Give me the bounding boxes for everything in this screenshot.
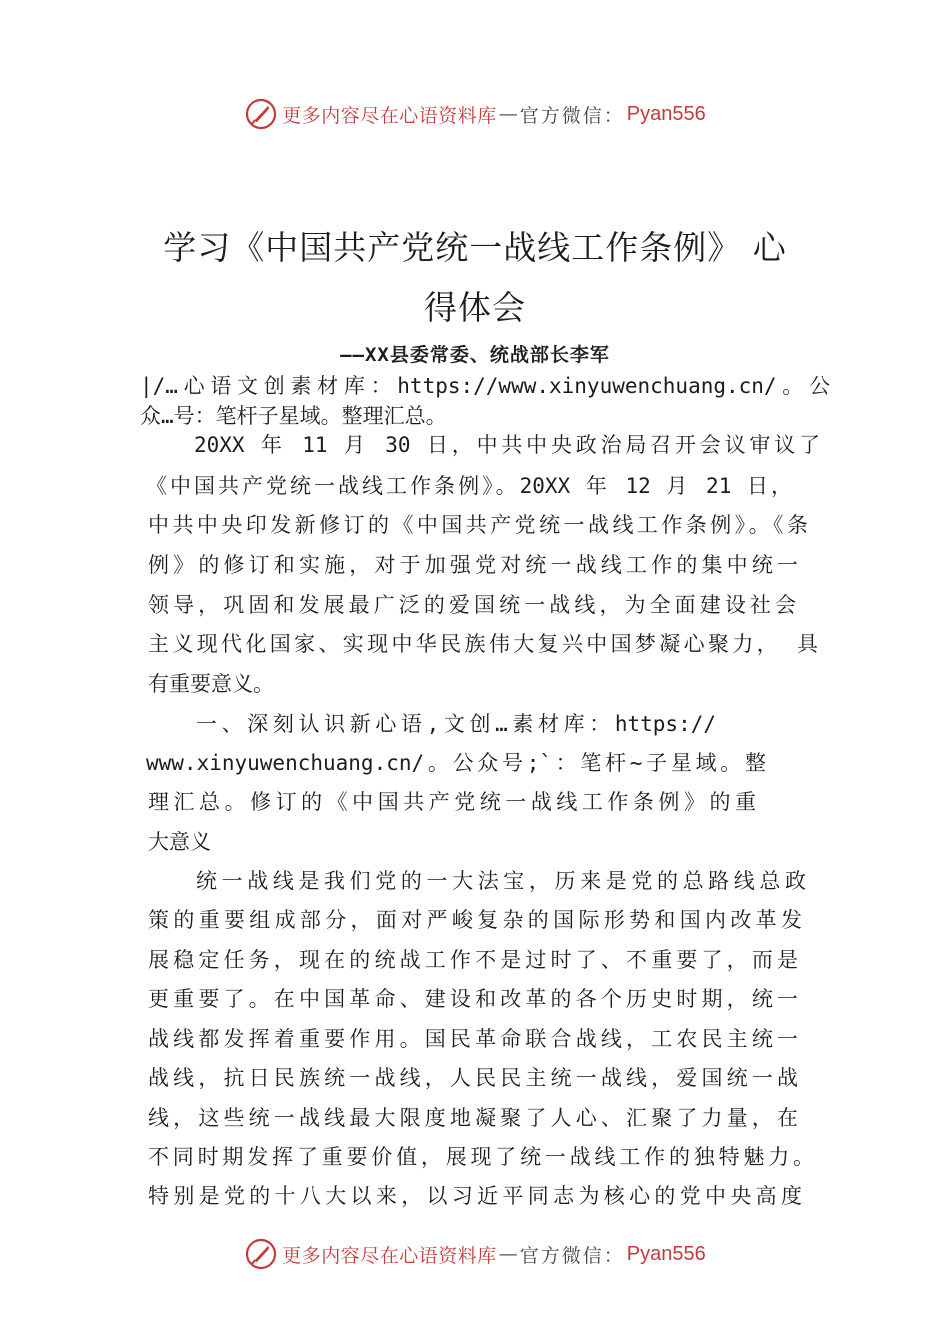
body-line: 理汇总。修订的《中国共产党统一战线工作条例》的重 xyxy=(148,790,756,814)
banner-separator: — xyxy=(498,103,518,125)
body-line: 例》的修订和实施，对于加强党对统一战线工作的集中统一 xyxy=(148,553,798,577)
banner-wechat-id: Pyan556 xyxy=(626,1242,706,1265)
body-line: 大意义 xyxy=(148,830,211,854)
banner-brand: 更多内容尽在心语资料库 xyxy=(282,104,497,127)
footer-banner xyxy=(0,1232,950,1276)
quill-logo-icon xyxy=(244,1237,278,1271)
body-line: 不同时期发挥了重要价值，展现了统一战线工作的独特魅力。 xyxy=(148,1145,814,1169)
banner-separator: — xyxy=(498,1243,518,1265)
body-line: 战线，抗日民族统一战线，人民民主统一战线，爱国统一战 xyxy=(148,1066,798,1090)
body-line: 众…号：笔杆子星域。整理汇总。 xyxy=(140,404,447,428)
body-line: 战线都发挥着重要作用。国民革命联合战线，工农民主统一 xyxy=(148,1027,798,1051)
body-line: 更重要了。在中国革命、建设和改革的各个历史时期，统一 xyxy=(148,987,798,1011)
banner-wechat-id: Pyan556 xyxy=(626,102,706,125)
body-line: 展稳定任务，现在的统战工作不是过时了、不重要了，而是 xyxy=(148,948,798,972)
body-line: 线，这些统一战线最大限度地凝聚了人心、汇聚了力量，在 xyxy=(148,1106,798,1130)
body-line: 领导，巩固和发展最广泛的爱国统一战线，为全面建设社会 xyxy=(148,593,796,617)
document-subtitle: ——XX县委常委、统战部长李军 xyxy=(340,344,610,366)
header-banner xyxy=(0,92,950,136)
body-line: 《中国共产党统一战线工作条例》。20XX 年 12 月 21 日， xyxy=(146,474,792,498)
banner-wechat-label: 官方微信： xyxy=(519,104,625,127)
body-line: 主义现代化国家、实现中华民族伟大复兴中国梦凝心聚力， 具 xyxy=(148,632,818,656)
quill-logo-icon xyxy=(244,97,278,131)
body-line: 一、深刻认识新心语,文创…素材库：https:// xyxy=(196,712,716,736)
document-title-line-2: 得体会 xyxy=(424,288,526,327)
body-line: |/…心语文创素材库：https://www.xinyuwenchuang.cn/。公 xyxy=(140,374,830,398)
banner-wechat-label: 官方微信： xyxy=(519,1244,625,1267)
banner-brand: 更多内容尽在心语资料库 xyxy=(282,1244,497,1267)
body-line: 特别是党的十八大以来，以习近平同志为核心的党中央高度 xyxy=(148,1184,802,1208)
body-line: www.xinyuwenchuang.cn/。公众号;`：笔杆~子星域。整 xyxy=(146,751,766,775)
body-line: 统一战线是我们党的一大法宝，历来是党的总路线总政 xyxy=(196,869,806,893)
body-line: 有重要意义。 xyxy=(148,672,274,696)
body-line: 20XX 年 11 月 30 日，中共中央政治局召开会议审议了 xyxy=(194,433,820,457)
body-line: 中共中央印发新修订的《中国共产党统一战线工作条例》。《条 xyxy=(148,513,808,537)
document-title-line-1: 学习《中国共产党统一战线工作条例》 心 xyxy=(163,228,787,267)
body-line: 策的重要组成部分，面对严峻复杂的国际形势和国内改革发 xyxy=(148,908,802,932)
